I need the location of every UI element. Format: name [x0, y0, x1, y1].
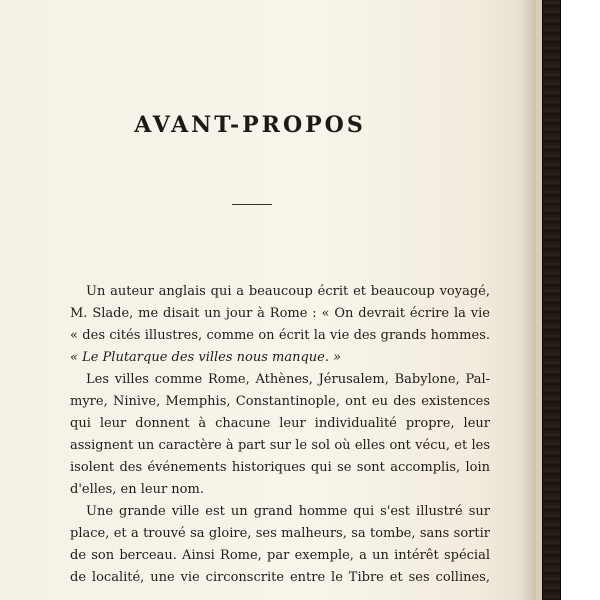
text-line: de localité, une vie circonscrite entre le Tibre et ses collines, — [70, 570, 490, 585]
text-line: assignent un caractère à part sur le sol où elles ont vécu, et les — [70, 438, 490, 453]
text-line: myre, Ninive, Memphis, Constantinople, ont eu des existences — [70, 394, 490, 409]
text-line: Un auteur anglais qui a beaucoup écrit et beaucoup voyagé, — [86, 284, 490, 299]
chapter-title: AVANT-PROPOS — [134, 112, 366, 138]
title-divider — [232, 204, 272, 205]
scan-margin — [561, 0, 600, 600]
book-cover-edge — [542, 0, 561, 600]
text-line: « des cités illustres, comme on écrit la vie des grands hommes. — [70, 328, 490, 343]
text-line: qui leur donnent à chacune leur individualité propre, leur — [70, 416, 490, 431]
page-gutter-shadow — [520, 0, 536, 600]
text-line: place, et a trouvé sa gloire, ses malheurs, sa tombe, sans sortir — [70, 526, 490, 541]
text-line: Une grande ville est un grand homme qui s'est illustré sur — [86, 504, 490, 519]
text-line: Les villes comme Rome, Athènes, Jérusalem, Babylone, Pal- — [86, 372, 490, 387]
text-line: M. Slade, me disait un jour à Rome : « On devrait écrire la vie — [70, 306, 490, 321]
body-text — [70, 281, 490, 589]
text-line: de son berceau. Ainsi Rome, par exemple, a un intérêt spécial — [70, 548, 490, 563]
text-line: d'elles, en leur nom. — [70, 482, 204, 497]
text-line: « Le Plutarque des villes nous manque. » — [70, 350, 342, 365]
text-line: isolent des événements historiques qui se sont accomplis, loin — [70, 460, 490, 475]
